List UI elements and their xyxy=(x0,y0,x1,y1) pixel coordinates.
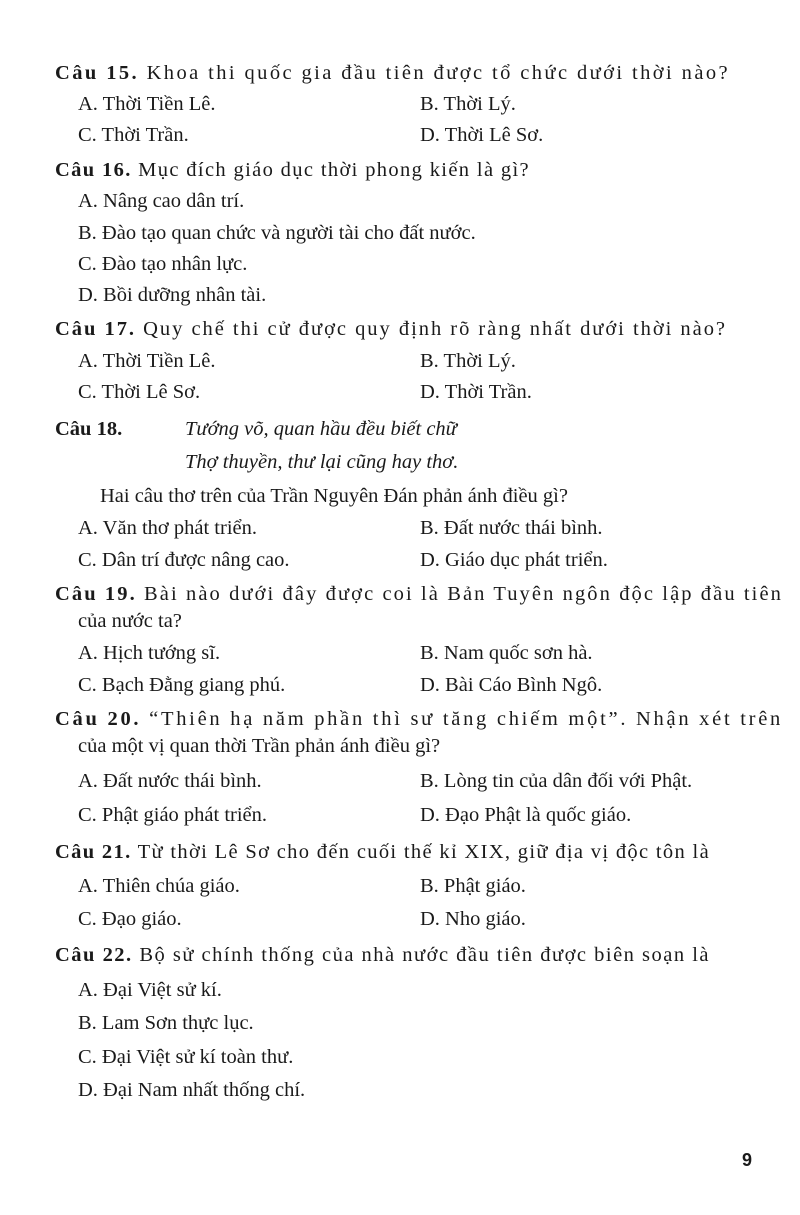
option-a: A. Văn thơ phát triển. xyxy=(78,517,257,539)
question-text: Khoa thi quốc gia đầu tiên được tổ chức dưới thời nào? xyxy=(146,62,730,84)
question-text: “Thiên hạ năm phần thì sư tăng chiếm một”. Nhận xét trên xyxy=(149,708,783,730)
question-text: Hai câu thơ trên của Trần Nguyên Đán phản ánh điều gì? xyxy=(100,485,568,507)
question-text: Quy chế thi cử được quy định rõ ràng nhất dưới thời nào? xyxy=(143,318,727,340)
option-a: A. Thời Tiền Lê. xyxy=(78,350,216,372)
option-b: B. Thời Lý. xyxy=(420,350,516,372)
option-a: A. Thời Tiền Lê. xyxy=(78,93,216,115)
question-text: Bài nào dưới đây được coi là Bản Tuyên ngôn độc lập đầu tiên xyxy=(144,583,783,605)
poem-line: Tướng võ, quan hầu đều biết chữ xyxy=(185,418,457,440)
option-c: C. Đại Việt sử kí toàn thư. xyxy=(78,1046,294,1068)
option-b: B. Đất nước thái bình. xyxy=(420,517,603,539)
option-d: D. Bài Cáo Bình Ngô. xyxy=(420,674,603,696)
question-19 xyxy=(55,582,783,606)
option-d: D. Thời Trần. xyxy=(420,381,532,403)
question-22 xyxy=(55,943,710,967)
option-c: C. Thời Trần. xyxy=(78,124,189,146)
question-label: Câu 18. xyxy=(55,418,123,440)
question-label: Câu 21. xyxy=(55,841,132,863)
option-d: D. Nho giáo. xyxy=(420,908,526,930)
option-a: A. Đất nước thái bình. xyxy=(78,770,262,792)
option-b: B. Đào tạo quan chức và người tài cho đất nước. xyxy=(78,222,476,244)
poem-line: Thợ thuyền, thư lại cũng hay thơ. xyxy=(185,451,459,473)
option-a: A. Thiên chúa giáo. xyxy=(78,875,240,897)
question-17 xyxy=(55,317,727,341)
question-15 xyxy=(55,61,730,85)
option-d: D. Thời Lê Sơ. xyxy=(420,124,544,146)
question-16 xyxy=(55,158,530,182)
option-c: C. Phật giáo phát triển. xyxy=(78,804,268,826)
question-label: Câu 15. xyxy=(55,62,140,84)
option-b: B. Phật giáo. xyxy=(420,875,526,897)
option-c: C. Dân trí được nâng cao. xyxy=(78,549,290,571)
question-text: Từ thời Lê Sơ cho đến cuối thế kỉ XIX, giữ địa vị độc tôn là xyxy=(137,841,710,863)
option-d: D. Đại Nam nhất thống chí. xyxy=(78,1079,306,1101)
question-label: Câu 22. xyxy=(55,944,133,966)
option-c: C. Đào tạo nhân lực. xyxy=(78,253,248,275)
option-a: A. Nâng cao dân trí. xyxy=(78,190,245,212)
option-d: D. Bồi dưỡng nhân tài. xyxy=(78,284,267,306)
option-b: B. Lam Sơn thực lục. xyxy=(78,1012,254,1034)
option-c: C. Đạo giáo. xyxy=(78,908,182,930)
question-text-continued: của nước ta? xyxy=(78,610,182,632)
question-label: Câu 19. xyxy=(55,583,137,605)
question-text-continued: của một vị quan thời Trần phản ánh điều gì? xyxy=(78,735,441,757)
question-label: Câu 17. xyxy=(55,318,137,340)
option-c: C. Bạch Đằng giang phú. xyxy=(78,674,286,696)
question-text: Bộ sử chính thống của nhà nước đầu tiên được biên soạn là xyxy=(139,944,710,966)
question-21 xyxy=(55,840,710,864)
option-c: C. Thời Lê Sơ. xyxy=(78,381,201,403)
question-text: Mục đích giáo dục thời phong kiến là gì? xyxy=(138,159,530,181)
option-a: A. Đại Việt sử kí. xyxy=(78,979,222,1001)
question-20 xyxy=(55,707,783,731)
option-d: D. Giáo dục phát triển. xyxy=(420,549,608,571)
option-d: D. Đạo Phật là quốc giáo. xyxy=(420,804,632,826)
question-label: Câu 20. xyxy=(55,708,142,730)
option-b: B. Thời Lý. xyxy=(420,93,516,115)
option-b: B. Nam quốc sơn hà. xyxy=(420,642,593,664)
option-b: B. Lòng tin của dân đối với Phật. xyxy=(420,770,693,792)
question-label: Câu 16. xyxy=(55,159,132,181)
option-a: A. Hịch tướng sĩ. xyxy=(78,642,221,664)
page-number: 9 xyxy=(742,1150,753,1170)
